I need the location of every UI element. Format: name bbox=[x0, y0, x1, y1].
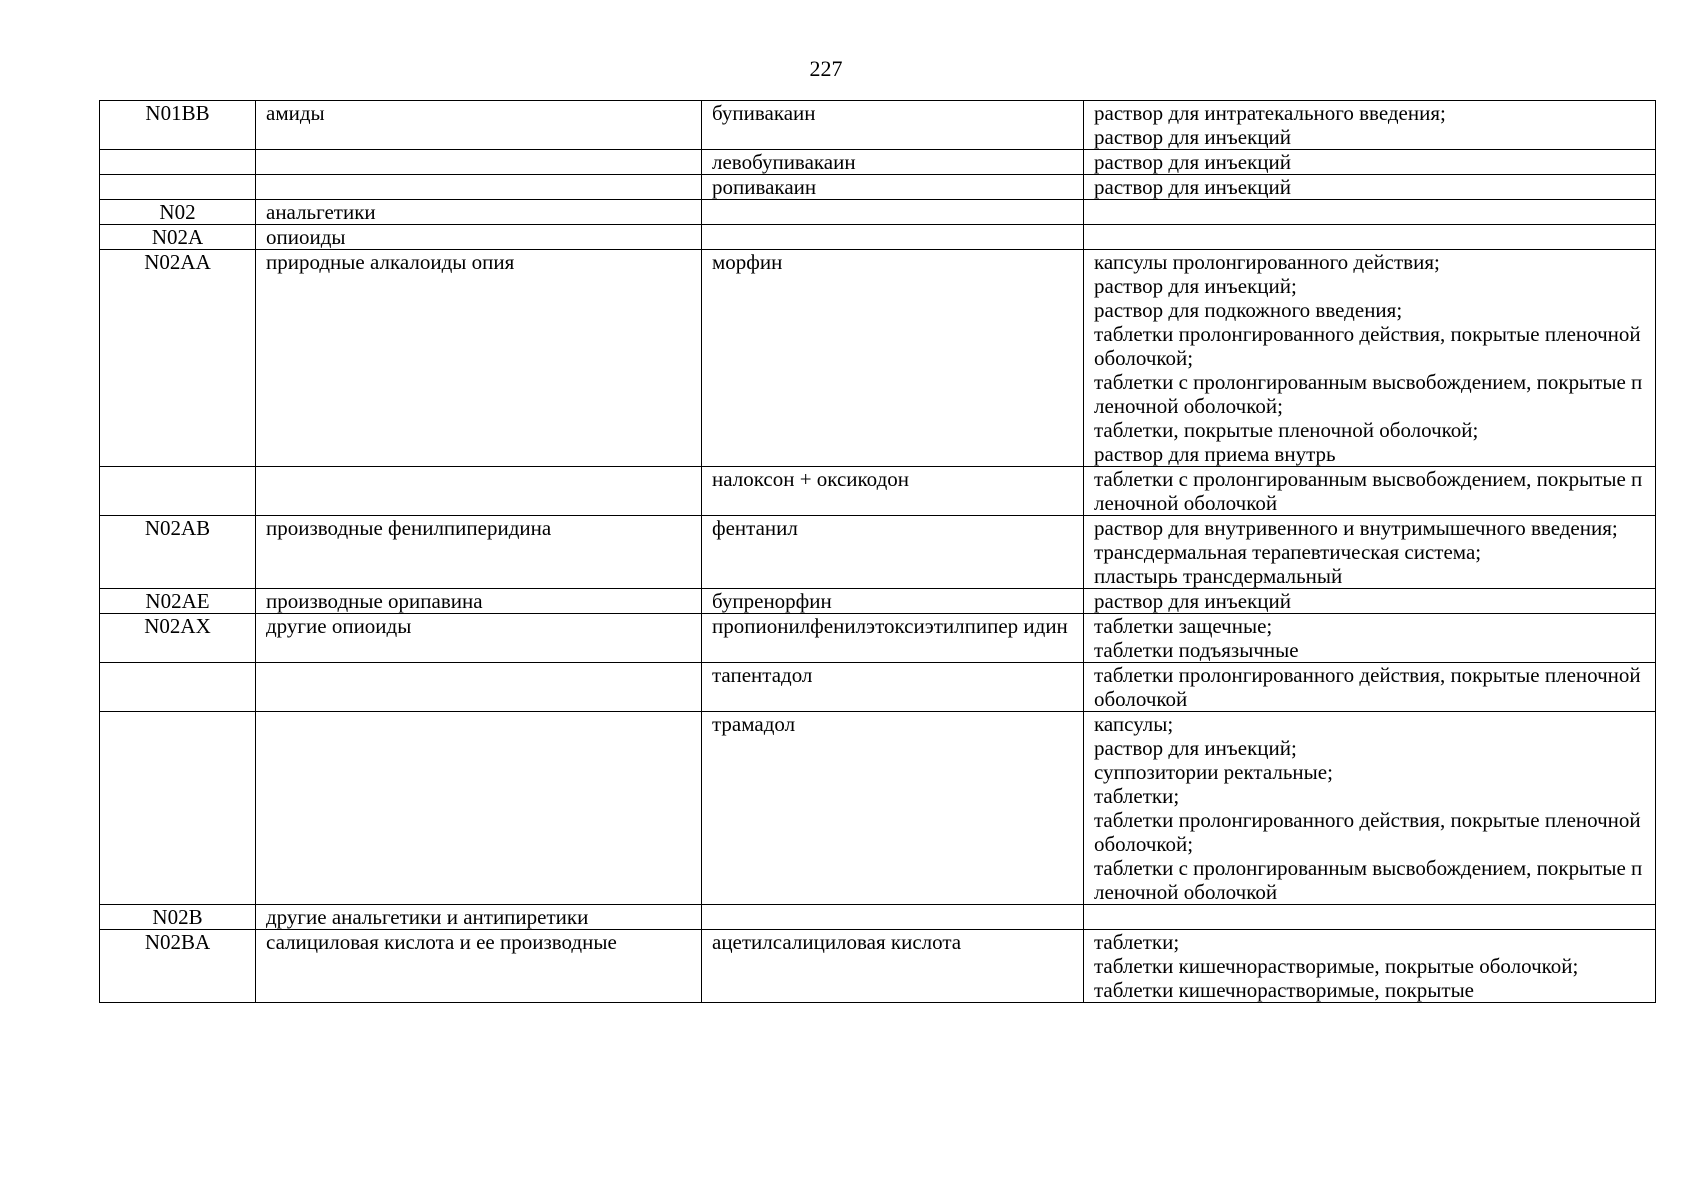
dosage-forms-cell bbox=[1084, 225, 1656, 250]
atc-code-cell: N02BA bbox=[100, 930, 256, 1003]
dosage-forms-cell: раствор для интратекального введения; раствор для инъекций bbox=[1084, 101, 1656, 150]
table-row bbox=[100, 614, 1656, 663]
substance-cell: бупренорфин bbox=[702, 589, 1084, 614]
atc-code-cell bbox=[100, 150, 256, 175]
dosage-forms-cell: раствор для инъекций bbox=[1084, 589, 1656, 614]
table-row bbox=[100, 250, 1656, 467]
substance-cell bbox=[702, 225, 1084, 250]
page-number: 227 bbox=[809, 56, 843, 81]
substance-cell: тапентадол bbox=[702, 663, 1084, 712]
table-row bbox=[100, 467, 1656, 516]
group-name-cell bbox=[256, 175, 702, 200]
substance-cell: налоксон + оксикодон bbox=[702, 467, 1084, 516]
substance-cell: бупивакаин bbox=[702, 101, 1084, 150]
substance-cell: левобупивакаин bbox=[702, 150, 1084, 175]
group-name-cell: амиды bbox=[256, 101, 702, 150]
substance-cell bbox=[702, 200, 1084, 225]
group-name-cell: анальгетики bbox=[256, 200, 702, 225]
atc-code-cell: N02AB bbox=[100, 516, 256, 589]
dosage-forms-cell bbox=[1084, 905, 1656, 930]
atc-code-cell: N02 bbox=[100, 200, 256, 225]
dosage-forms-cell: раствор для внутривенного и внутримышечного введения; трансдермальная терапевтическая система; пластырь трансдермальный bbox=[1084, 516, 1656, 589]
group-name-cell bbox=[256, 712, 702, 905]
table-row bbox=[100, 712, 1656, 905]
group-name-cell: другие опиоиды bbox=[256, 614, 702, 663]
group-name-cell: производные фенилпиперидина bbox=[256, 516, 702, 589]
table-row bbox=[100, 200, 1656, 225]
group-name-cell bbox=[256, 150, 702, 175]
table-row bbox=[100, 150, 1656, 175]
table-row bbox=[100, 516, 1656, 589]
atc-code-cell bbox=[100, 467, 256, 516]
atc-code-cell: N02AA bbox=[100, 250, 256, 467]
group-name-cell: природные алкалоиды опия bbox=[256, 250, 702, 467]
substance-cell: пропионилфенилэтоксиэтилпипер идин bbox=[702, 614, 1084, 663]
table-body bbox=[100, 101, 1656, 1003]
dosage-forms-cell: таблетки с пролонгированным высвобождением, покрытые пленочной оболочкой bbox=[1084, 467, 1656, 516]
group-name-cell bbox=[256, 663, 702, 712]
dosage-forms-cell: капсулы; раствор для инъекций; суппозитории ректальные; таблетки; таблетки пролонгированного действия, покрытые пленочной оболочкой; таблетки с пролонгированным высвобождением, покрытые пленочной оболочкой bbox=[1084, 712, 1656, 905]
table-row bbox=[100, 905, 1656, 930]
dosage-forms-cell: раствор для инъекций bbox=[1084, 150, 1656, 175]
atc-code-cell: N02AX bbox=[100, 614, 256, 663]
dosage-forms-cell: таблетки; таблетки кишечнорастворимые, покрытые оболочкой; таблетки кишечнорастворимые, покрытые bbox=[1084, 930, 1656, 1003]
atc-code-cell bbox=[100, 175, 256, 200]
group-name-cell: другие анальгетики и антипиретики bbox=[256, 905, 702, 930]
table-row bbox=[100, 101, 1656, 150]
atc-code-cell bbox=[100, 712, 256, 905]
table-row bbox=[100, 930, 1656, 1003]
table-row bbox=[100, 225, 1656, 250]
dosage-forms-cell: таблетки защечные; таблетки подъязычные bbox=[1084, 614, 1656, 663]
substance-cell: ацетилсалициловая кислота bbox=[702, 930, 1084, 1003]
substance-cell bbox=[702, 905, 1084, 930]
dosage-forms-cell: раствор для инъекций bbox=[1084, 175, 1656, 200]
atc-code-cell: N02AE bbox=[100, 589, 256, 614]
group-name-cell: салициловая кислота и ее производные bbox=[256, 930, 702, 1003]
group-name-cell: производные орипавина bbox=[256, 589, 702, 614]
atc-code-cell: N02B bbox=[100, 905, 256, 930]
group-name-cell bbox=[256, 467, 702, 516]
dosage-forms-cell: таблетки пролонгированного действия, покрытые пленочной оболочкой bbox=[1084, 663, 1656, 712]
drug-table bbox=[99, 100, 1656, 1003]
dosage-forms-cell: капсулы пролонгированного действия; раствор для инъекций; раствор для подкожного введения; таблетки пролонгированного действия, покрытые пленочной оболочкой; таблетки с пролонгированным высвобождением, покрытые пленочной оболочкой; таблетки, покрытые пленочной оболочкой; раствор для приема внутрь bbox=[1084, 250, 1656, 467]
table-row bbox=[100, 663, 1656, 712]
table-row bbox=[100, 589, 1656, 614]
atc-code-cell: N01BB bbox=[100, 101, 256, 150]
atc-code-cell: N02A bbox=[100, 225, 256, 250]
substance-cell: морфин bbox=[702, 250, 1084, 467]
atc-code-cell bbox=[100, 663, 256, 712]
dosage-forms-cell bbox=[1084, 200, 1656, 225]
substance-cell: фентанил bbox=[702, 516, 1084, 589]
substance-cell: ропивакаин bbox=[702, 175, 1084, 200]
group-name-cell: опиоиды bbox=[256, 225, 702, 250]
table-row bbox=[100, 175, 1656, 200]
substance-cell: трамадол bbox=[702, 712, 1084, 905]
